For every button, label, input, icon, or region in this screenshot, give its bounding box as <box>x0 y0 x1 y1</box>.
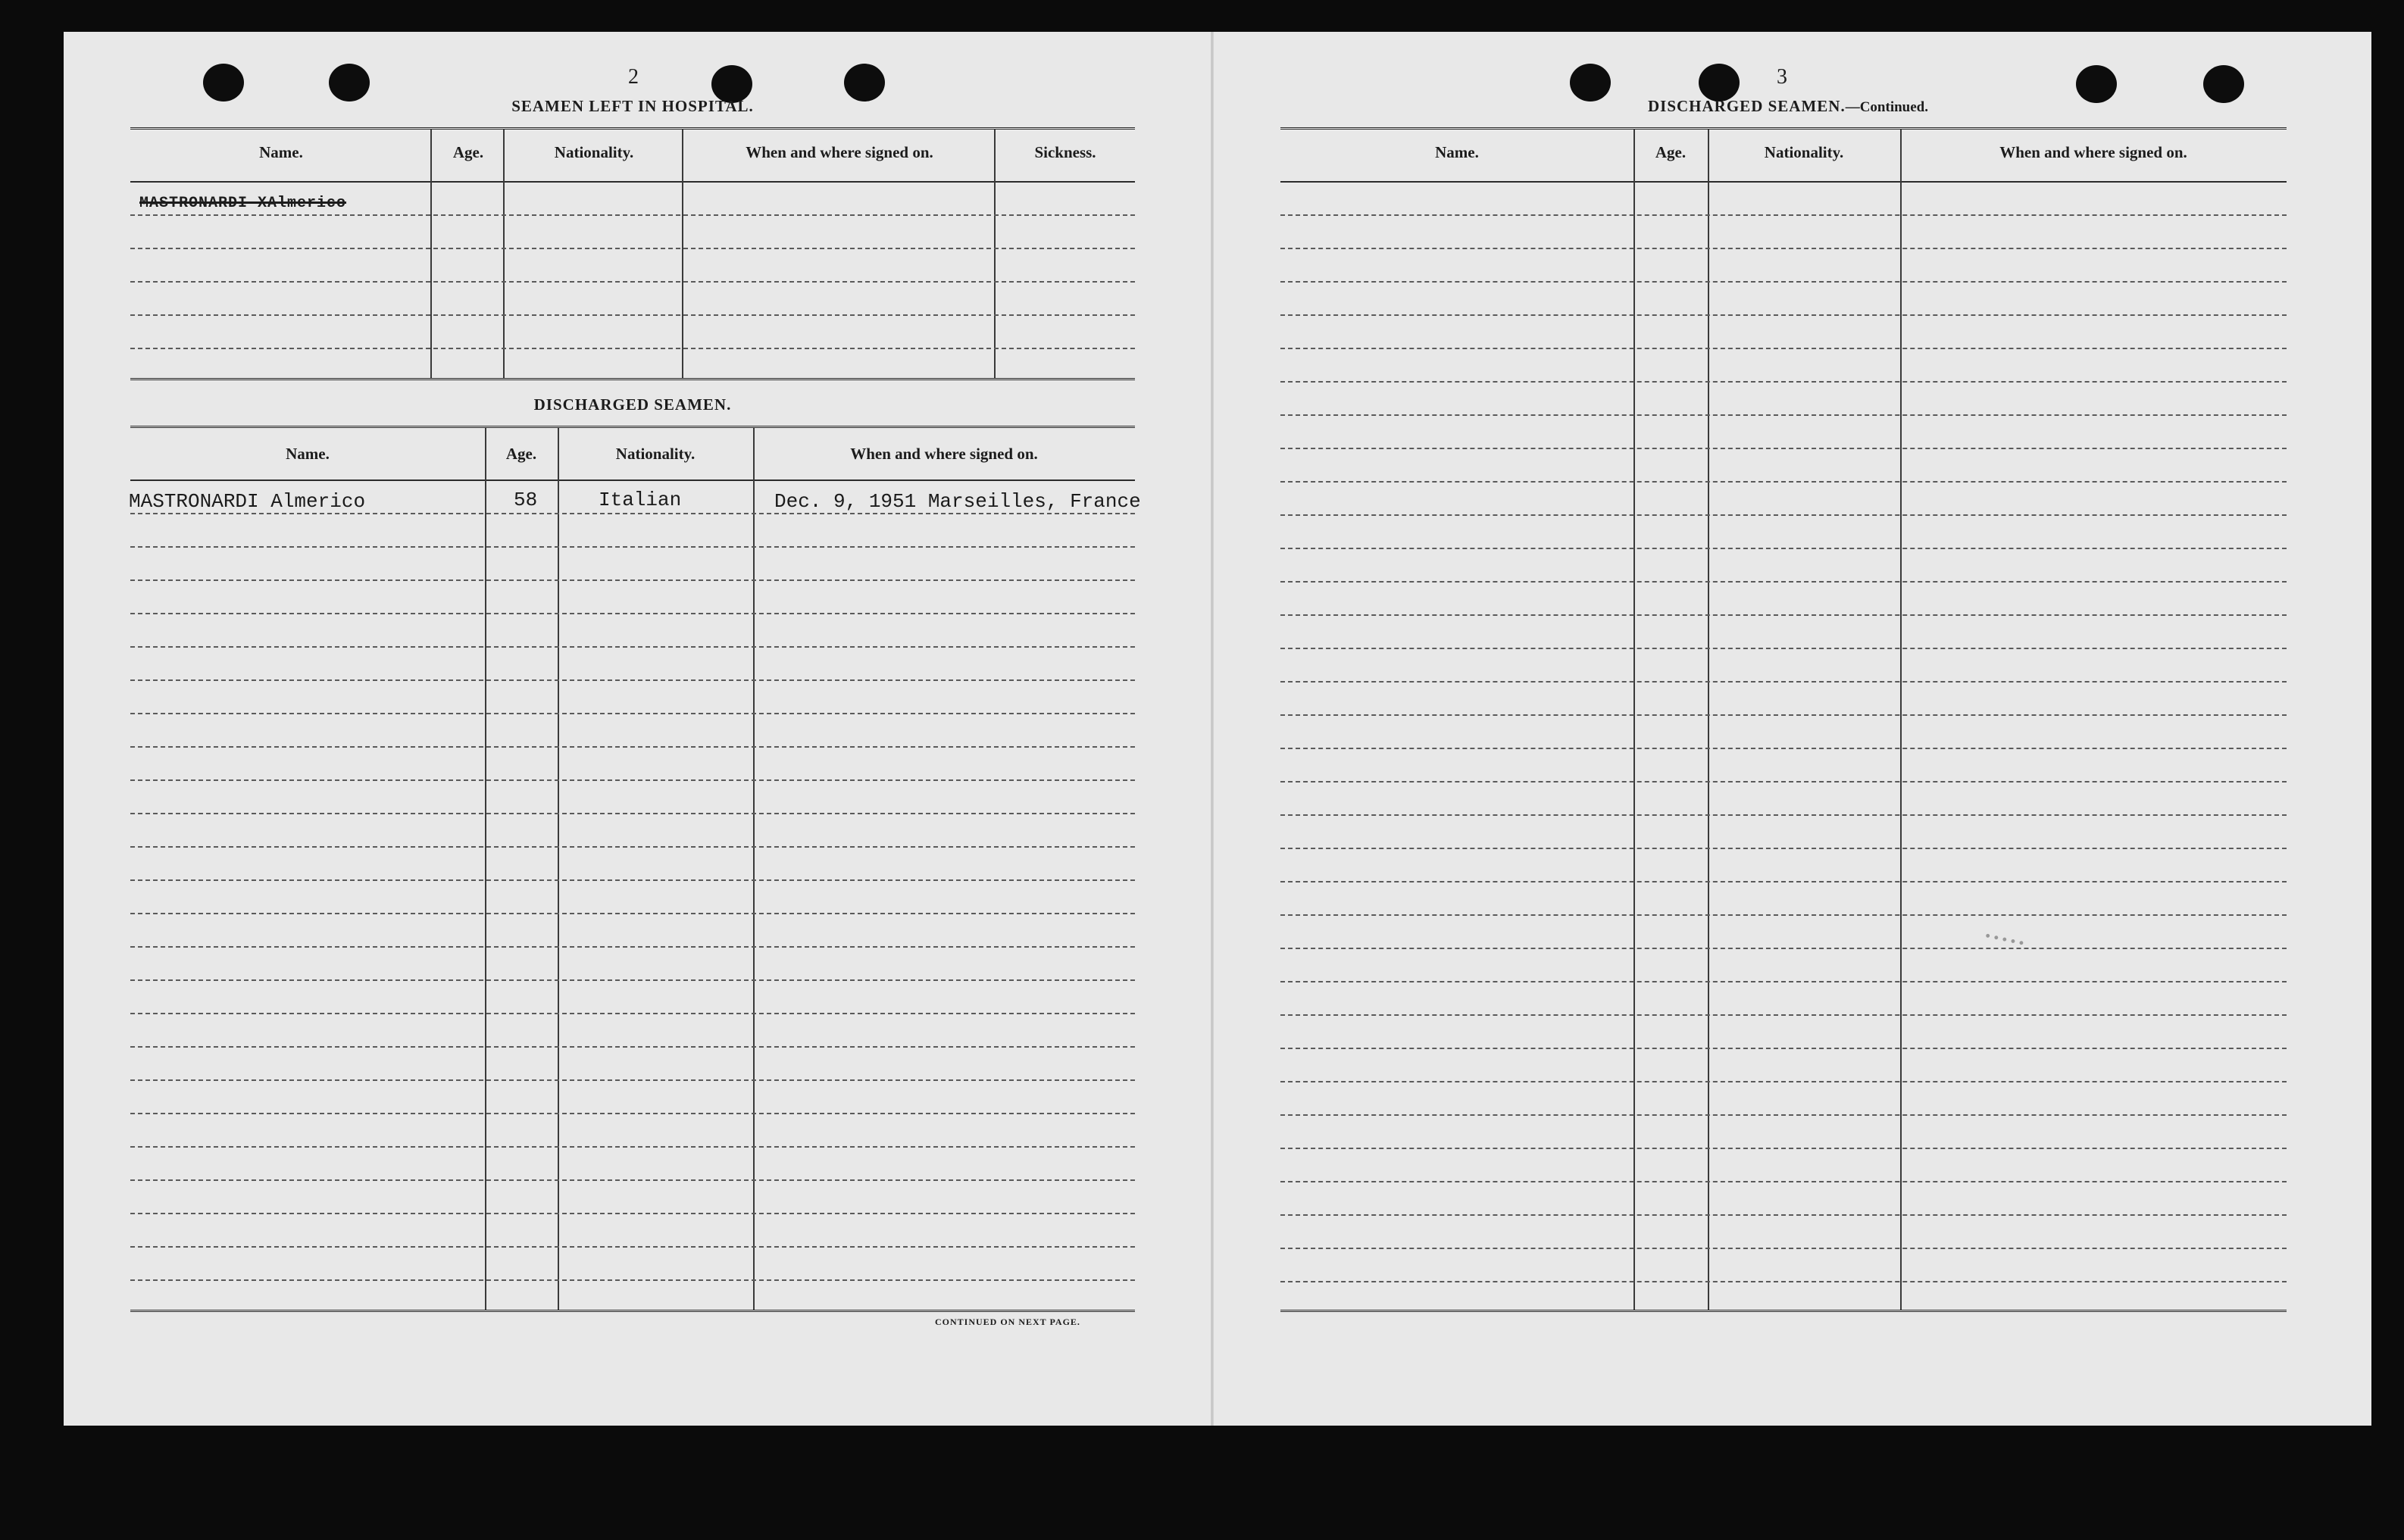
ledger-row-line <box>1280 248 2287 249</box>
punch-hole <box>1570 64 1611 102</box>
ledger-row-line <box>130 979 1135 981</box>
ledger-row-line <box>130 1279 1135 1281</box>
left-page-number: 2 <box>628 65 639 89</box>
punch-hole <box>329 64 370 102</box>
faint-stamp-mark: • • • • • <box>1984 927 2026 951</box>
ledger-row-line <box>1280 714 2287 716</box>
ledger-row-line <box>1280 1081 2287 1082</box>
hospital-table <box>130 127 1135 380</box>
right-title-main: DISCHARGED SEAMEN. <box>1648 97 1846 115</box>
col-header-name: Name. <box>259 143 303 161</box>
ledger-row-line <box>1280 948 2287 949</box>
discharged-section-title: DISCHARGED SEAMEN. <box>533 395 732 414</box>
ledger-row-line <box>1280 814 2287 816</box>
ledger-row-line <box>1280 314 2287 316</box>
ledger-row-line <box>130 613 1135 614</box>
ledger-row-line <box>1280 548 2287 549</box>
ledger-row-line <box>1280 914 2287 916</box>
punch-hole <box>2076 65 2117 103</box>
col-header-nationality: Nationality. <box>554 143 634 161</box>
ledger-row-line <box>1280 448 2287 449</box>
hospital-section-title: SEAMEN LEFT IN HOSPITAL. <box>511 97 754 115</box>
ledger-row-line <box>1280 1114 2287 1116</box>
ledger-row-line <box>1280 281 2287 283</box>
ledger-row-line <box>1280 681 2287 683</box>
col-header-age: Age. <box>452 143 484 161</box>
ledger-row-line <box>130 513 1135 514</box>
struck-out-entry: MASTRONARDI XAlmerico <box>139 195 347 212</box>
punch-hole <box>2203 65 2244 103</box>
col-header-name: Name. <box>286 445 330 463</box>
discharged-table-right <box>1280 127 2287 1312</box>
ledger-row-line <box>130 1079 1135 1081</box>
ledger-row-line <box>1280 1048 2287 1049</box>
ledger-row-line <box>130 1213 1135 1214</box>
ledger-row-line <box>130 1046 1135 1048</box>
ledger-row-line <box>1280 1248 2287 1249</box>
right-page-number: 3 <box>1777 65 1787 89</box>
ledger-row-line <box>1280 381 2287 383</box>
ledger-row-line <box>130 1113 1135 1114</box>
ledger-row-line <box>1280 614 2287 616</box>
ledger-row-line <box>130 746 1135 748</box>
punch-hole <box>203 64 244 102</box>
ledger-row-line <box>130 846 1135 848</box>
ledger-row-line <box>130 813 1135 814</box>
ledger-row-line <box>130 646 1135 648</box>
ledger-row-line <box>130 1146 1135 1148</box>
ledger-row-line <box>130 1179 1135 1181</box>
ledger-row-line <box>1280 481 2287 483</box>
ledger-row-line <box>1280 981 2287 982</box>
ledger-row-line <box>1280 1281 2287 1282</box>
ledger-row-line <box>1280 848 2287 849</box>
ledger-row-line <box>130 1013 1135 1014</box>
entry-signed-on: Dec. 9, 1951 Marseilles, France <box>774 490 1141 513</box>
discharged-rows-right <box>1280 181 2287 1310</box>
ledger-row-line <box>130 913 1135 914</box>
col-header-signed-on: When and where signed on. <box>746 143 933 161</box>
discharged-rows-left <box>130 479 1135 1310</box>
entry-name: MASTRONARDI Almerico <box>129 490 366 513</box>
punch-hole <box>1699 64 1740 102</box>
ledger-row-line <box>1280 1014 2287 1016</box>
col-header-age: Age. <box>505 445 537 463</box>
ledger-row-line <box>130 713 1135 714</box>
ledger-row-line <box>130 546 1135 548</box>
ledger-row-line <box>1280 348 2287 349</box>
ledger-row-line <box>1280 1214 2287 1216</box>
right-page-title <box>1561 97 2015 116</box>
ledger-row-line <box>1280 881 2287 882</box>
col-header-nationality: Nationality. <box>615 445 696 463</box>
ledger-row-line <box>1280 1148 2287 1149</box>
ledger-row-line <box>1280 1181 2287 1182</box>
col-header-age: Age. <box>1655 143 1687 161</box>
col-header-signed-on: When and where signed on. <box>850 445 1038 463</box>
ledger-row-line <box>1280 581 2287 583</box>
ledger-row-line <box>130 579 1135 581</box>
entry-age: 58 <box>514 489 538 511</box>
col-header-sickness: Sickness. <box>1034 143 1096 161</box>
ledger-row-line <box>1280 648 2287 649</box>
ledger-row-line <box>130 679 1135 681</box>
ledger-row-line <box>130 779 1135 781</box>
ledger-row-line <box>1280 514 2287 516</box>
ledger-row-line <box>1280 748 2287 749</box>
continued-footnote: CONTINUED ON NEXT PAGE. <box>935 1317 1080 1327</box>
ledger-row-line <box>130 1246 1135 1248</box>
col-header-nationality: Nationality. <box>1764 143 1844 161</box>
ledger-row-line <box>130 879 1135 881</box>
col-header-signed-on: When and where signed on. <box>1999 143 2187 161</box>
page-fold <box>1211 32 1214 1426</box>
discharged-table-left <box>129 426 1141 1312</box>
ledger-row-line <box>1280 781 2287 782</box>
ledger-row-line <box>1280 214 2287 216</box>
ledger-row-line <box>130 946 1135 948</box>
right-title-suffix: —Continued. <box>1845 99 1928 115</box>
ledger-row-line <box>1280 414 2287 416</box>
entry-nationality: Italian <box>599 489 682 511</box>
col-header-name: Name. <box>1435 143 1479 161</box>
punch-hole <box>844 64 885 102</box>
